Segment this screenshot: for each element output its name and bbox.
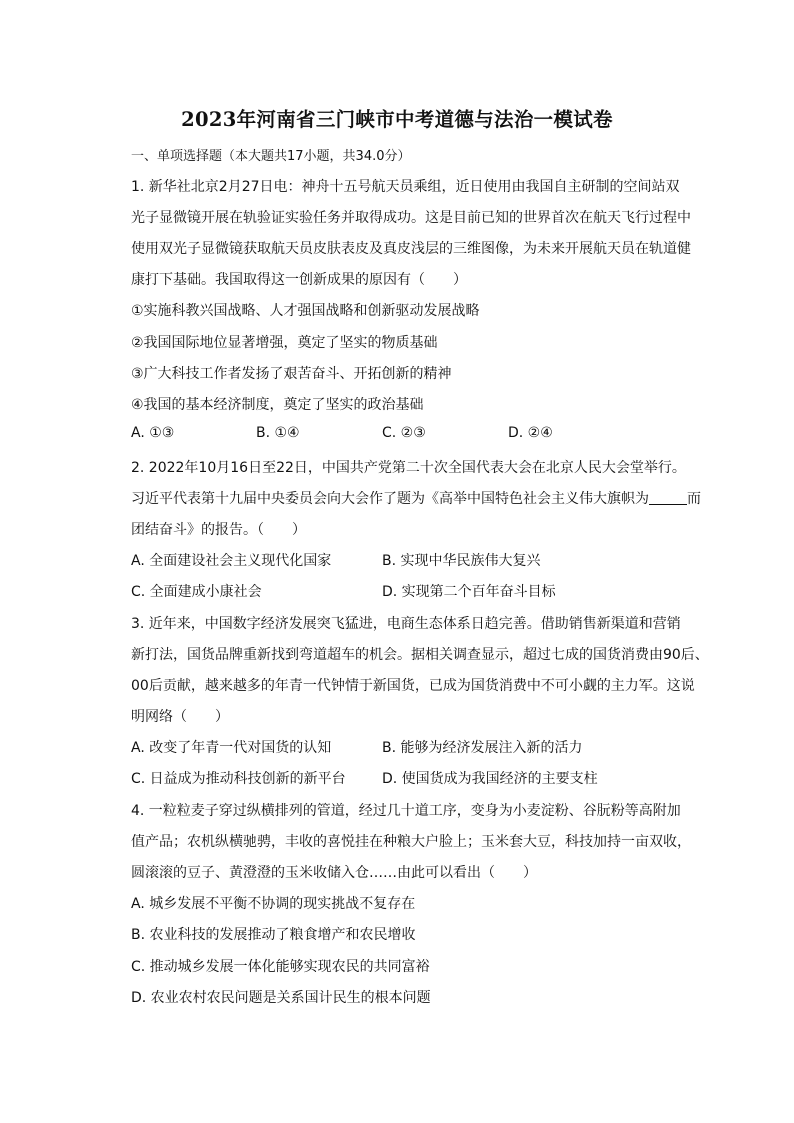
q2-option-a: A. 全面建设社会主义现代化国家 bbox=[131, 553, 332, 569]
q1-statement-2: ②我国国际地位显著增强，奠定了坚实的物质基础 bbox=[131, 335, 438, 351]
q1-option-d: D. ②④ bbox=[508, 425, 553, 441]
q2-option-b: B. 实现中华民族伟大复兴 bbox=[382, 553, 541, 569]
q2-stem-line bbox=[131, 488, 701, 508]
q1-statement-4: ④我国的基本经济制度，奠定了坚实的政治基础 bbox=[131, 397, 424, 413]
q4-stem-line: 值产品；农机纵横驰骋，丰收的喜悦挂在种粮大户脸上；玉米套大豆，科技加持一亩双收， bbox=[131, 834, 691, 850]
q1-statement-3: ③广大科技工作者发扬了艰苦奋斗、开拓创新的精神 bbox=[131, 366, 452, 382]
q1-stem-line: 光子显微镜开展在轨验证实验任务并取得成功。这是目前已知的世界首次在航天飞行过程中 bbox=[131, 210, 691, 226]
answer-blank bbox=[649, 490, 687, 505]
q3-stem-line: 00后贡献，越来越多的年青一代钟情于新国货，已成为国货消费中不可小觑的主力军。这说 bbox=[131, 678, 695, 694]
q2-stem-line: 2. 2022年10月16日至22日，中国共产党第二十次全国代表大会在北京人民大会堂举行。 bbox=[131, 460, 686, 476]
q1-stem-line: 康打下基础。我国取得这一创新成果的原因有（ ） bbox=[131, 272, 467, 288]
q3-stem-line: 明网络（ ） bbox=[131, 709, 229, 725]
q3-stem-line: 3. 近年来，中国数字经济发展突飞猛进，电商生态体系日趋完善。借助销售新渠道和营销 bbox=[131, 616, 681, 632]
q4-option-c: C. 推动城乡发展一体化能够实现农民的共同富裕 bbox=[131, 959, 430, 975]
q3-stem-line: 新打法，国货品牌重新找到弯道超车的机会。据相关调查显示，超过七成的国货消费由90后、 bbox=[131, 647, 709, 663]
q2-option-c: C. 全面建成小康社会 bbox=[131, 584, 262, 600]
q4-option-b: B. 农业科技的发展推动了粮食增产和农民增收 bbox=[131, 927, 416, 943]
q3-option-d: D. 使国货成为我国经济的主要支柱 bbox=[382, 771, 598, 787]
q2-stem-line: 团结奋斗》的报告。（ ） bbox=[131, 522, 306, 538]
q1-stem-line: 1. 新华社北京2月27日电：神舟十五号航天员乘组，近日使用由我国自主研制的空间站双 bbox=[131, 179, 680, 195]
q2-option-d: D. 实现第二个百年奋斗目标 bbox=[382, 584, 556, 600]
q2-stem-text: 而 bbox=[687, 491, 701, 507]
q4-stem-line: 4. 一粒粒麦子穿过纵横排列的管道，经过几十道工序，变身为小麦淀粉、谷朊粉等高附加 bbox=[131, 803, 681, 819]
exam-title: 2023年河南省三门峡市中考道德与法治一模试卷 bbox=[181, 108, 613, 131]
q3-option-b: B. 能够为经济发展注入新的活力 bbox=[382, 740, 583, 756]
q1-stem-line: 使用双光子显微镜获取航天员皮肤表皮及真皮浅层的三维图像，为未来开展航天员在轨道健 bbox=[131, 241, 691, 257]
q4-option-d: D. 农业农村农民问题是关系国计民生的根本问题 bbox=[131, 990, 431, 1006]
q3-option-a: A. 改变了年青一代对国货的认知 bbox=[131, 740, 332, 756]
q3-option-c: C. 日益成为推动科技创新的新平台 bbox=[131, 771, 346, 787]
section-heading: 一、单项选择题（本大题共17小题，共34.0分） bbox=[131, 149, 411, 164]
q1-option-a: A. ①③ bbox=[131, 425, 175, 441]
q1-option-c: C. ②③ bbox=[382, 425, 426, 441]
q2-stem-text: 习近平代表第十九届中央委员会向大会作了题为《高举中国特色社会主义伟大旗帜为 bbox=[131, 491, 649, 507]
q1-statement-1: ①实施科教兴国战略、人才强国战略和创新驱动发展战略 bbox=[131, 303, 480, 319]
q4-option-a: A. 城乡发展不平衡不协调的现实挑战不复存在 bbox=[131, 896, 416, 912]
q4-stem-line: 圆滚滚的豆子、黄澄澄的玉米收储入仓……由此可以看出（ ） bbox=[131, 865, 537, 881]
q1-option-b: B. ①④ bbox=[256, 425, 300, 441]
